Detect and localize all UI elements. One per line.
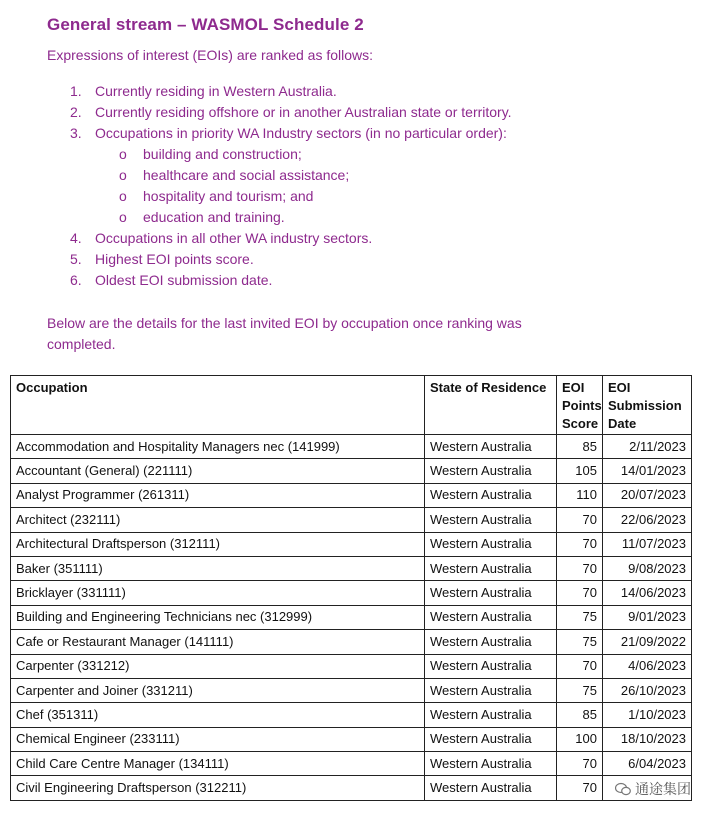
- bullet: o: [119, 167, 127, 183]
- cell-occupation: Bricklayer (331111): [11, 581, 425, 605]
- cell-state: Western Australia: [425, 678, 557, 702]
- cell-points: 70: [557, 556, 603, 580]
- table-row: [11, 581, 692, 605]
- list-text: Currently residing offshore or in another Australian state or territory.: [95, 104, 512, 120]
- cell-state: Western Australia: [425, 508, 557, 532]
- cell-points: 70: [557, 752, 603, 776]
- cell-points: 70: [557, 508, 603, 532]
- cell-date: 14/01/2023: [603, 459, 692, 483]
- cell-state: Western Australia: [425, 581, 557, 605]
- list-number: 2.: [70, 104, 82, 120]
- cell-state: Western Australia: [425, 532, 557, 556]
- list-number: 6.: [70, 272, 82, 288]
- cell-state: Western Australia: [425, 727, 557, 751]
- bullet: o: [119, 188, 127, 204]
- cell-date: 11/07/2023: [603, 532, 692, 556]
- cell-occupation: Baker (351111): [11, 556, 425, 580]
- sector-text: education and training.: [143, 209, 285, 225]
- cell-date: 22/06/2023: [603, 508, 692, 532]
- cell-state: Western Australia: [425, 556, 557, 580]
- list-text: Occupations in priority WA Industry sectors (in no particular order):: [95, 125, 507, 141]
- cell-occupation: Chemical Engineer (233111): [11, 727, 425, 751]
- table-row: [11, 678, 692, 702]
- cell-occupation: Accommodation and Hospitality Managers nec (141999): [11, 435, 425, 459]
- table-row: [11, 459, 692, 483]
- wechat-icon: [615, 782, 631, 796]
- cell-date: 26/10/2023: [603, 678, 692, 702]
- table-row: [11, 532, 692, 556]
- bullet: o: [119, 146, 127, 162]
- cell-points: 100: [557, 727, 603, 751]
- cell-occupation: Building and Engineering Technicians nec (312999): [11, 605, 425, 629]
- cell-points: 75: [557, 605, 603, 629]
- cell-occupation: Carpenter (331212): [11, 654, 425, 678]
- table-row: [11, 435, 692, 459]
- list-number: 3.: [70, 125, 82, 141]
- table-row: [11, 630, 692, 654]
- list-text: Highest EOI points score.: [95, 251, 254, 267]
- cell-points: 110: [557, 483, 603, 507]
- intro-text: Expressions of interest (EOIs) are ranked as follows:: [47, 47, 374, 63]
- cell-points: 70: [557, 581, 603, 605]
- cell-state: Western Australia: [425, 654, 557, 678]
- cell-state: Western Australia: [425, 459, 557, 483]
- sector-text: building and construction;: [143, 146, 302, 162]
- cell-state: Western Australia: [425, 630, 557, 654]
- cell-occupation: Architect (232111): [11, 508, 425, 532]
- eoi-table: [10, 375, 692, 801]
- list-text: Oldest EOI submission date.: [95, 272, 273, 288]
- header-points: EOI Points Score: [557, 376, 603, 435]
- cell-state: Western Australia: [425, 483, 557, 507]
- cell-date: 2/11/2023: [603, 435, 692, 459]
- sector-text: healthcare and social assistance;: [143, 167, 350, 183]
- cell-occupation: Civil Engineering Draftsperson (312211): [11, 776, 425, 800]
- cell-state: Western Australia: [425, 776, 557, 800]
- sector-text: hospitality and tourism; and: [143, 188, 314, 204]
- cell-date: 9/01/2023: [603, 605, 692, 629]
- cell-state: Western Australia: [425, 435, 557, 459]
- bullet: o: [119, 209, 127, 225]
- watermark: [615, 779, 691, 799]
- table-row: [11, 483, 692, 507]
- cell-points: 75: [557, 678, 603, 702]
- cell-occupation: Carpenter and Joiner (331211): [11, 678, 425, 702]
- header-occupation: Occupation: [11, 376, 425, 435]
- watermark-text: 通途集团: [635, 781, 691, 797]
- table-header-row: [11, 376, 692, 435]
- header-state: State of Residence: [425, 376, 557, 435]
- cell-points: 70: [557, 776, 603, 800]
- table-row: [11, 556, 692, 580]
- list-number: 5.: [70, 251, 82, 267]
- cell-date: 9/08/2023: [603, 556, 692, 580]
- cell-occupation: Accountant (General) (221111): [11, 459, 425, 483]
- cell-points: 70: [557, 532, 603, 556]
- list-text: Currently residing in Western Australia.: [95, 83, 337, 99]
- cell-points: 75: [557, 630, 603, 654]
- cell-date: 18/10/2023: [603, 727, 692, 751]
- list-number: 4.: [70, 230, 82, 246]
- table-body: [11, 435, 692, 801]
- table-row: [11, 727, 692, 751]
- cell-state: Western Australia: [425, 605, 557, 629]
- cell-occupation: Analyst Programmer (261311): [11, 483, 425, 507]
- list-text: Occupations in all other WA industry sectors.: [95, 230, 373, 246]
- cell-points: 105: [557, 459, 603, 483]
- cell-date: 4/06/2023: [603, 654, 692, 678]
- below-paragraph: Below are the details for the last invited EOI by occupation once ranking was completed.: [47, 315, 522, 352]
- cell-occupation: Cafe or Restaurant Manager (141111): [11, 630, 425, 654]
- table-row: [11, 776, 692, 800]
- cell-state: Western Australia: [425, 752, 557, 776]
- table-row: [11, 605, 692, 629]
- cell-points: 70: [557, 654, 603, 678]
- cell-points: 85: [557, 703, 603, 727]
- cell-occupation: Architectural Draftsperson (312111): [11, 532, 425, 556]
- page-title: General stream – WASMOL Schedule 2: [47, 15, 364, 34]
- list-number: 1.: [70, 83, 82, 99]
- cell-occupation: Chef (351311): [11, 703, 425, 727]
- table-row: [11, 703, 692, 727]
- cell-points: 85: [557, 435, 603, 459]
- cell-date: 14/06/2023: [603, 581, 692, 605]
- table-row: [11, 508, 692, 532]
- table-row: [11, 752, 692, 776]
- table-row: [11, 654, 692, 678]
- header-date: EOI Submission Date: [603, 376, 692, 435]
- cell-state: Western Australia: [425, 703, 557, 727]
- cell-occupation: Child Care Centre Manager (134111): [11, 752, 425, 776]
- cell-date: 1/10/2023: [603, 703, 692, 727]
- cell-date: 20/07/2023: [603, 483, 692, 507]
- cell-date: 21/09/2022: [603, 630, 692, 654]
- cell-date: 6/04/2023: [603, 752, 692, 776]
